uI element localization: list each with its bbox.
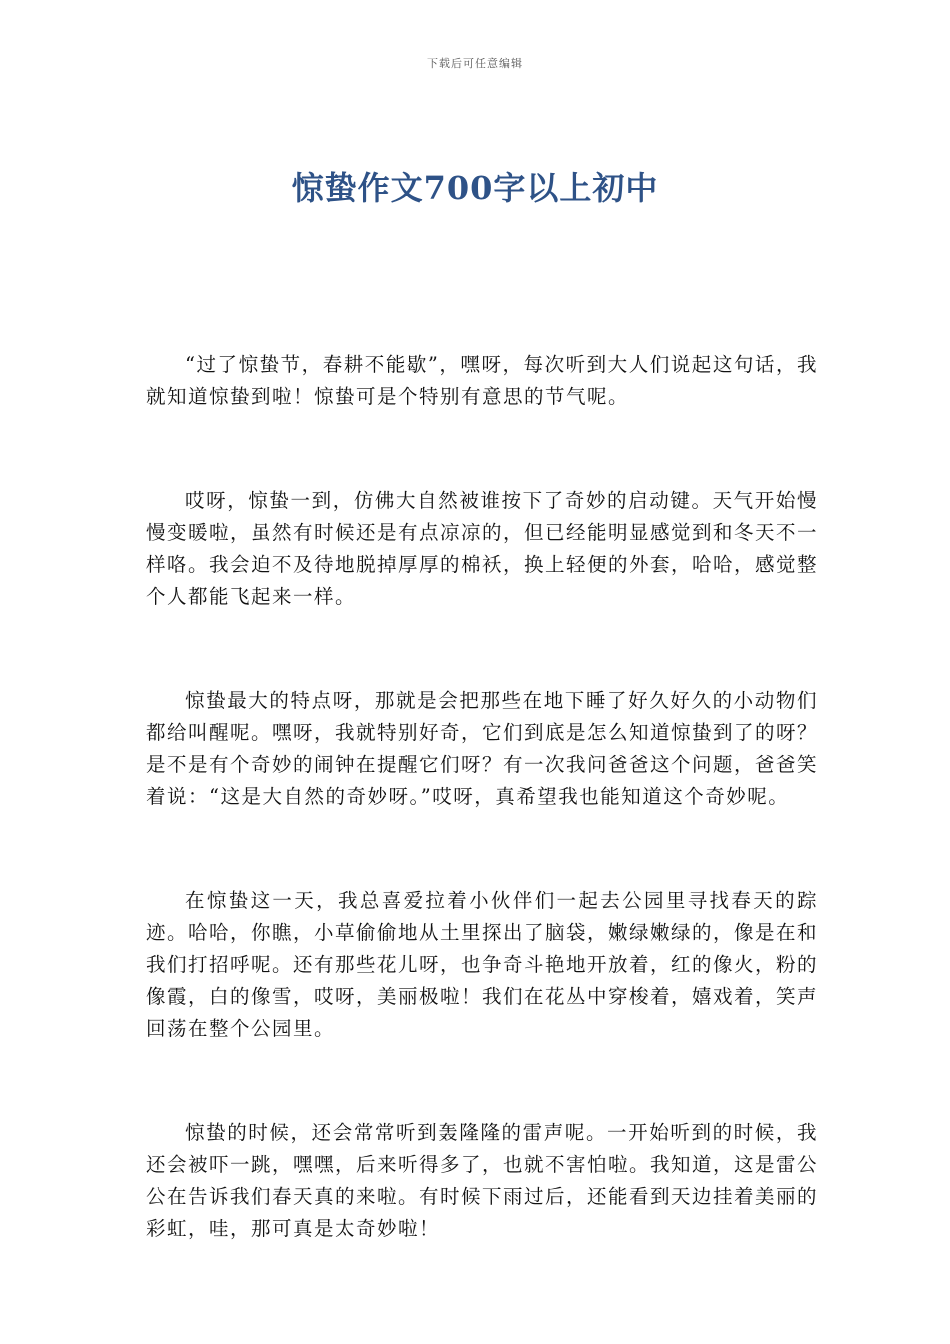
document-title: 惊蛰作文700字以上初中 (291, 169, 659, 207)
paragraph-2: 哎呀，惊蛰一到，仿佛大自然被谁按下了奇妙的启动键。天气开始慢慢变暖啦，虽然有时候还是有点凉凉的，但已经能明显感觉到和冬天不一样咯。我会迫不及待地脱掉厚厚的棉袄，换上轻便的外套，哈哈，感觉整个人都能飞起来一样。 (146, 489, 819, 608)
paragraph-4: 在惊蛰这一天，我总喜爱拉着小伙伴们一起去公园里寻找春天的踪迹。哈哈，你瞧，小草偷偷地从土里探出了脑袋，嫩绿嫩绿的，像是在和我们打招呼呢。还有那些花儿呀，也争奇斗艳地开放着，红的像火，粉的像霞，白的像雪，哎呀，美丽极啦！我们在花丛中穿梭着，嬉戏着，笑声回荡在整个公园里。 (146, 889, 819, 1040)
document-body (146, 349, 818, 1317)
paragraph-1: “过了惊蛰节，春耕不能歇”，嘿呀，每次听到大人们说起这句话，我就知道惊蛰到啦！惊蛰可是个特别有意思的节气呢。 (146, 353, 818, 408)
header-note: 下载后可任意编辑 (427, 57, 523, 70)
paragraph-5: 惊蛰的时候，还会常常听到轰隆隆的雷声呢。一开始听到的时候，我还会被吓一跳，嘿嘿，后来听得多了，也就不害怕啦。我知道，这是雷公公在告诉我们春天真的来啦。有时候下雨过后，还能看到天边挂着美丽的彩虹，哇，那可真是太奇妙啦！ (146, 1121, 819, 1240)
paragraph-3: 惊蛰最大的特点呀，那就是会把那些在地下睡了好久好久的小动物们都给叫醒呢。嘿呀，我就特别好奇，它们到底是怎么知道惊蛰到了的呀？是不是有个奇妙的闹钟在提醒它们呀？有一次我问爸爸这个问题，爸爸笑着说：“这是大自然的奇妙呀。”哎呀，真希望我也能知道这个奇妙呢。 (146, 689, 819, 808)
